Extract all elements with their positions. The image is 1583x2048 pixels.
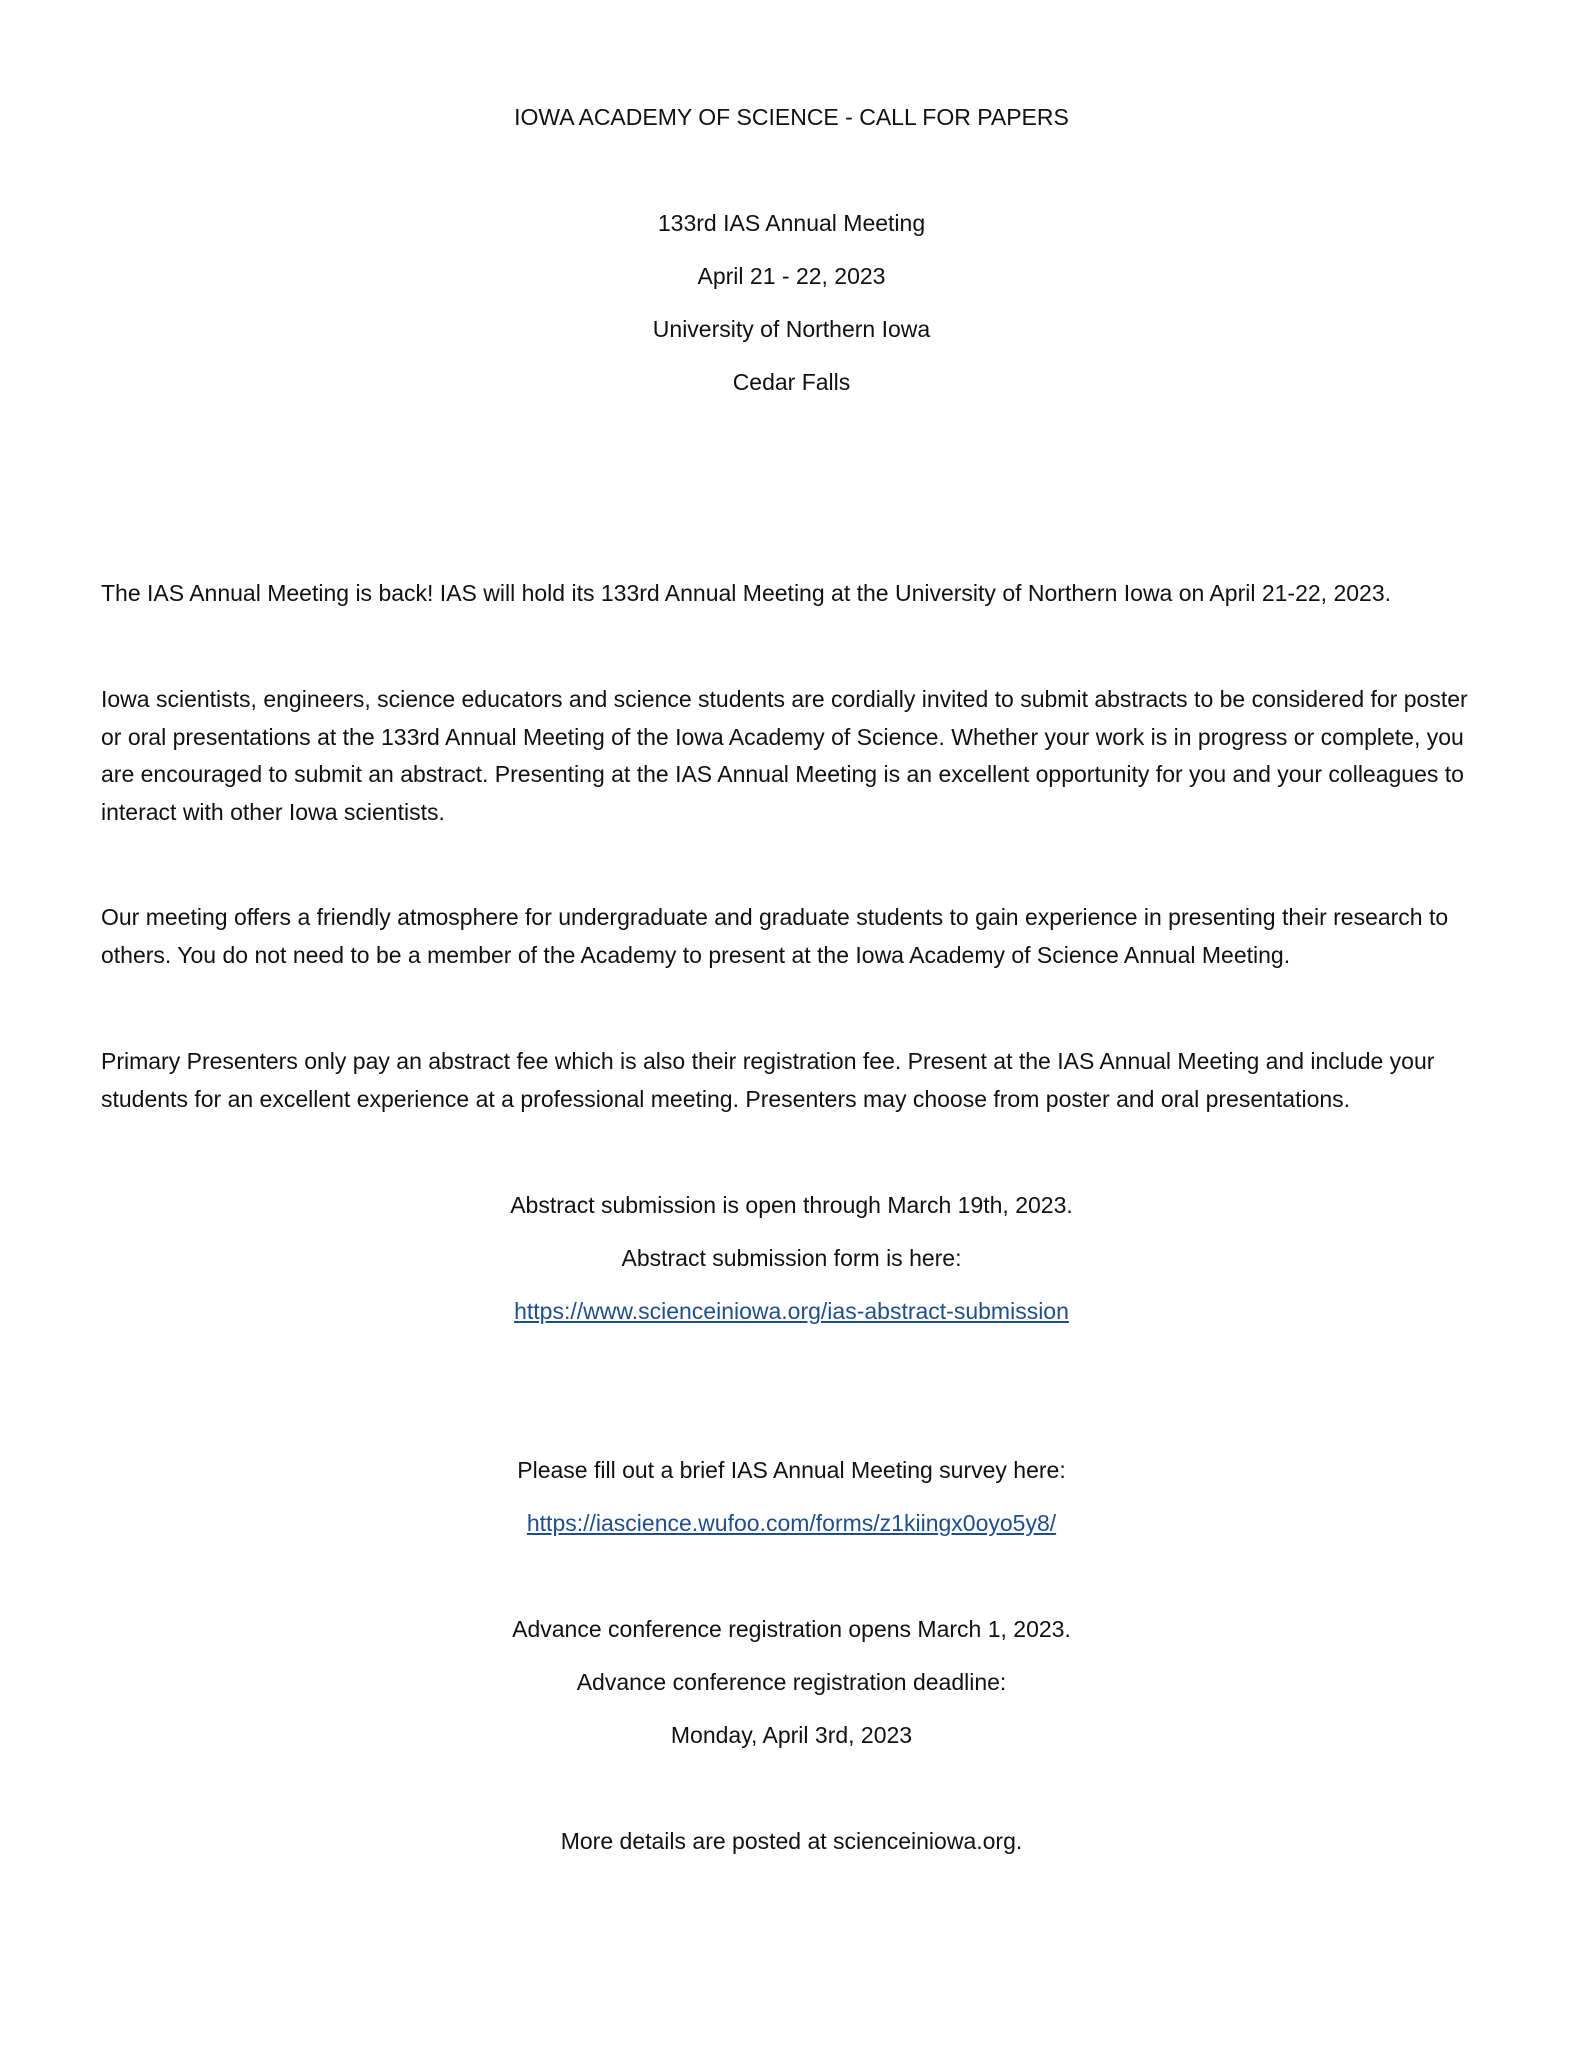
abstract-open-text: Abstract submission is open through March 19th, 2023. — [510, 1192, 1073, 1218]
abstract-form-link-line — [0, 1296, 1583, 1326]
presenters-paragraph: Primary Presenters only pay an abstract fee which is also their registration fee. Present at the IAS Annual Meeting and include your students for an excellent experience at a professional meeting. Presenters may choose from poster and oral presentations. — [101, 1048, 1435, 1112]
survey-link-line — [0, 1508, 1583, 1538]
document-heading: IOWA ACADEMY OF SCIENCE - CALL FOR PAPERS — [514, 104, 1069, 130]
survey-link[interactable]: https://iascience.wufoo.com/forms/z1kiingx0oyo5y8/ — [526, 1510, 1057, 1536]
meeting-name: 133rd IAS Annual Meeting — [657, 210, 926, 236]
registration-deadline-label: Advance conference registration deadline: — [576, 1669, 1007, 1695]
meeting-city: Cedar Falls — [732, 369, 851, 395]
survey-text: Please fill out a brief IAS Annual Meeting survey here: — [517, 1457, 1066, 1483]
abstract-submission-link[interactable]: https://www.scienceiniowa.org/ias-abstract-submission — [514, 1298, 1069, 1324]
meeting-dates: April 21 - 22, 2023 — [697, 263, 886, 289]
footer-details: More details are posted at scienceiniowa.org. — [560, 1828, 1023, 1854]
invitation-paragraph: Iowa scientists, engineers, science educators and science students are cordially invited to submit abstracts to be considered for poster or oral presentations at the 133rd Annual Meeting of the Iowa Academy of Science. Whether your work is in progress or complete, you are encouraged to submit an abstract. Presenting at the IAS Annual Meeting is an excellent opportunity for you and your colleagues to interact with other Iowa scientists. — [101, 686, 1468, 825]
abstract-form-text: Abstract submission form is here: — [621, 1245, 962, 1271]
registration-deadline-date: Monday, April 3rd, 2023 — [670, 1722, 913, 1748]
students-paragraph: Our meeting offers a friendly atmosphere for undergraduate and graduate students to gain experience in presenting their research to others. You do not need to be a member of the Academy to present at the Iowa Academy of Science Annual Meeting. — [101, 904, 1449, 968]
registration-opens: Advance conference registration opens March 1, 2023. — [512, 1616, 1071, 1642]
intro-paragraph: The IAS Annual Meeting is back! IAS will hold its 133rd Annual Meeting at the University of Northern Iowa on April 21-22, 2023. — [101, 580, 1391, 606]
meeting-venue: University of Northern Iowa — [652, 316, 931, 342]
